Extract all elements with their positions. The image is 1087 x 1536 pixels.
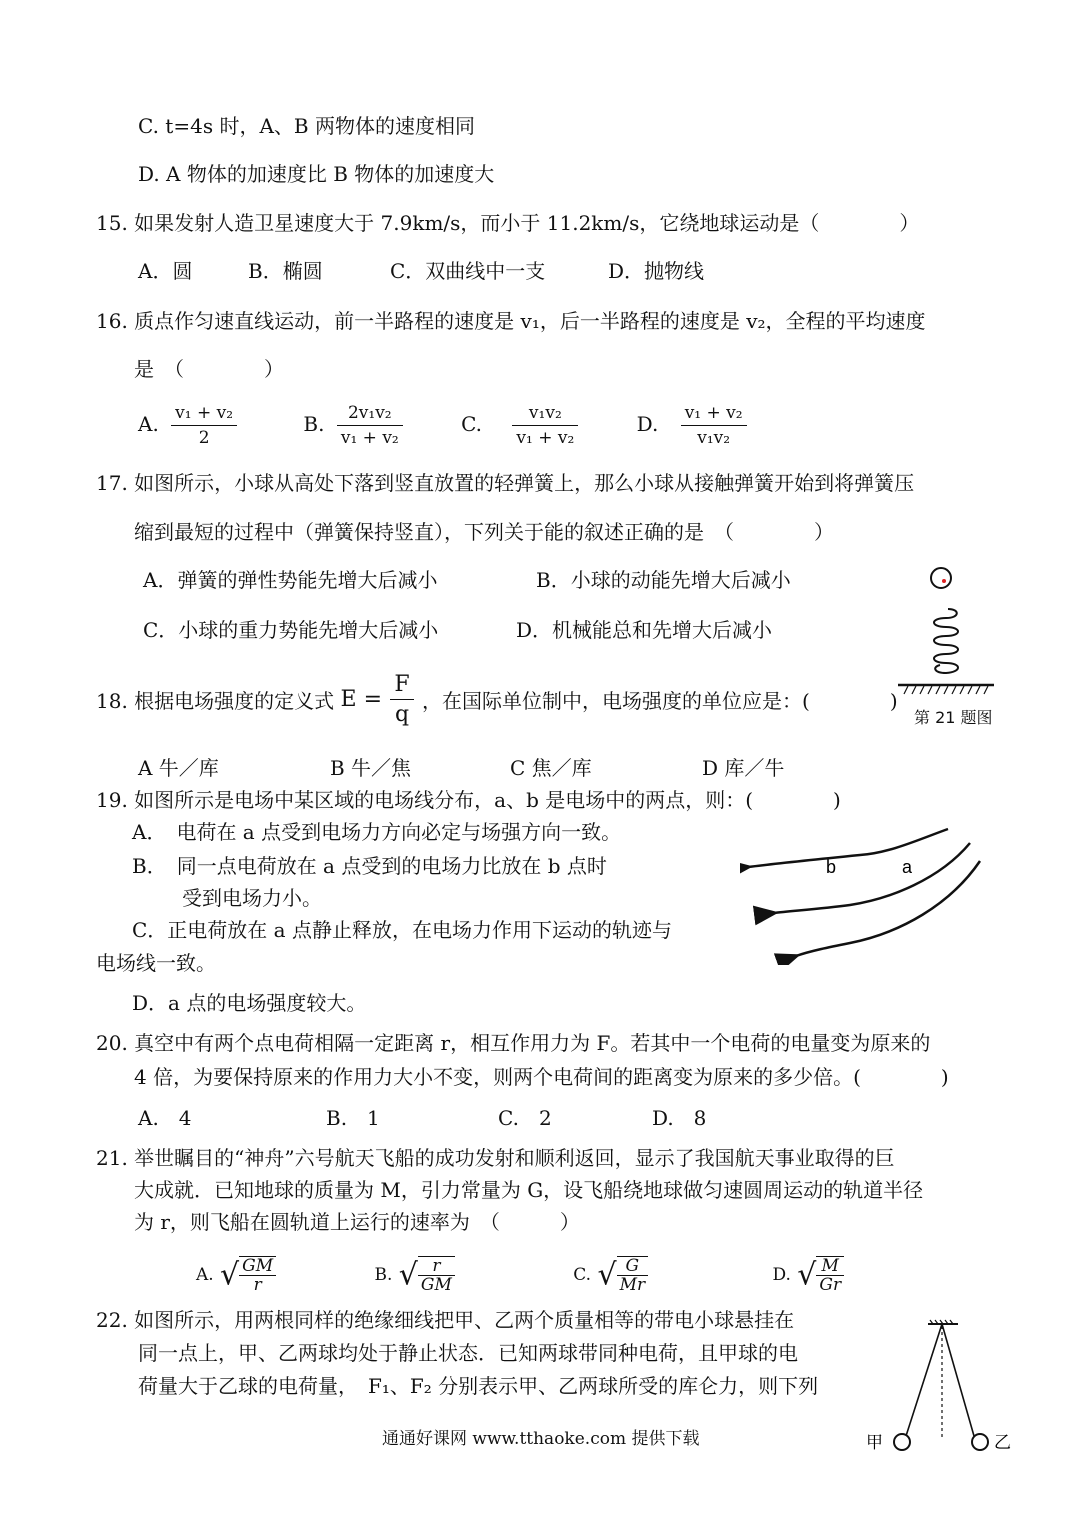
q20-stem-line2: 4 倍，为要保持原来的作用力大小不变，则两个电荷间的距离变为原来的多少倍。( ) <box>134 1065 949 1089</box>
q18-formula-fraction <box>390 672 413 727</box>
q20-option-b: B. 1 <box>326 1106 380 1130</box>
q22-stem-line1: 22. 如图所示，用两根同样的绝缘细线把甲、乙两个质量相等的带电小球悬挂在 <box>96 1308 795 1332</box>
q19-option-c-line2: 电场线一致。 <box>96 951 216 975</box>
sqrt-icon: √ <box>797 1257 817 1293</box>
fraction-denominator: Mr <box>619 1275 646 1295</box>
q16-option-a-fraction <box>171 403 237 448</box>
q21-option-a-label: A. <box>196 1265 214 1285</box>
q20-option-c: C. 2 <box>498 1106 552 1130</box>
q19-stem: 19. 如图所示是电场中某区域的电场线分布，a、b 是电场中的两点，则：( ) <box>96 788 841 812</box>
q21-stem-line2: 大成就．已知地球的质量为 M，引力常量为 G，设飞船绕地球做匀速圆周运动的轨道半径 <box>134 1178 924 1202</box>
fraction-numerator: F <box>390 672 413 700</box>
fraction-denominator: v₁ + v₂ <box>340 428 399 448</box>
q21-option-d-sqrt <box>797 1256 844 1294</box>
point-b-label: b <box>826 857 837 877</box>
q16-stem-line2: 是 （ ） <box>134 357 284 381</box>
q16-option-a-label: A. <box>138 412 159 436</box>
q19-option-c-line1: C．正电荷放在 a 点静止释放，在电场力作用下运动的轨迹与 <box>132 918 672 942</box>
ball-yi-label: 乙 <box>994 1433 1011 1453</box>
q14-option-c: C. t=4s 时，A、B 两物体的速度相同 <box>138 114 475 138</box>
q17-stem-line1: 17. 如图所示，小球从高处下落到竖直放置的轻弹簧上，那么小球从接触弹簧开始到将弹簧压 <box>96 471 915 495</box>
q18-formula-lhs: E = <box>340 687 383 712</box>
q16-option-b-fraction <box>337 403 403 448</box>
q17-option-b: B．小球的动能先增大后减小 <box>536 568 791 592</box>
q21-option-a-sqrt <box>220 1256 276 1294</box>
q14-option-d: D. A 物体的加速度比 B 物体的加速度大 <box>138 162 495 186</box>
fraction-numerator: 2v₁v₂ <box>337 403 403 426</box>
q21-option-c-sqrt <box>597 1256 648 1294</box>
q20-option-a: A. 4 <box>138 1106 192 1130</box>
q15-option-a: A．圆 <box>138 259 193 283</box>
q20-stem-line1: 20. 真空中有两个点电荷相隔一定距离 r，相互作用力为 F。若其中一个电荷的电量变为原来的 <box>96 1031 931 1055</box>
q15-stem: 15. 如果发射人造卫星速度大于 7.9km/s，而小于 11.2km/s，它绕地球运动是（ ） <box>96 211 920 235</box>
q15-option-c: C．双曲线中一支 <box>390 259 546 283</box>
q21-stem-line1: 21. 举世瞩目的“神舟”六号航天飞船的成功发射和顺利返回，显示了我国航天事业取得的巨 <box>96 1146 895 1170</box>
fraction-denominator: GM <box>420 1275 452 1295</box>
sqrt-icon: √ <box>398 1257 418 1293</box>
q22-stem-line2: 同一点上，甲、乙两球均处于静止状态．已知两球带同种电荷，且甲球的电 <box>138 1341 798 1365</box>
fraction-denominator: v₁v₂ <box>697 428 731 448</box>
q21-options <box>196 1256 844 1294</box>
q16-option-b-label: B. <box>303 412 325 436</box>
q17-option-a: A．弹簧的弹性势能先增大后减小 <box>143 568 438 592</box>
q16-option-c-label: C. <box>461 412 483 436</box>
fraction-numerator: v₁ + v₂ <box>681 403 747 426</box>
q17-stem-line2: 缩到最短的过程中（弹簧保持竖直），下列关于能的叙述正确的是 （ ） <box>134 520 834 544</box>
q16-option-c-fraction <box>512 403 578 448</box>
q18-stem-prefix: 18. 根据电场强度的定义式 <box>96 689 335 713</box>
fraction-denominator: q <box>394 702 410 727</box>
ball-jia-label: 甲 <box>866 1433 883 1453</box>
q17-option-c: C．小球的重力势能先增大后减小 <box>143 618 439 642</box>
fraction-denominator: 2 <box>198 428 210 448</box>
q19-option-d: D．a 点的电场强度较大。 <box>132 991 367 1015</box>
q21-option-b-label: B. <box>374 1265 393 1285</box>
fraction-denominator: r <box>253 1275 262 1295</box>
fraction-numerator: v₁v₂ <box>512 403 578 426</box>
q16-option-d-label: D. <box>636 412 659 436</box>
fraction-numerator: GM <box>239 1257 276 1276</box>
point-a-label: a <box>902 857 913 877</box>
q18-option-b: B 牛／焦 <box>330 756 412 780</box>
q16-stem-line1: 16. 质点作匀速直线运动，前一半路程的速度是 v₁，后一半路程的速度是 v₂，全程的平均速度 <box>96 309 926 333</box>
q15-option-b: B．椭圆 <box>248 259 323 283</box>
q19-option-b-line2: 受到电场力小。 <box>182 886 322 910</box>
q20-option-d: D. 8 <box>652 1106 707 1130</box>
fraction-denominator: v₁ + v₂ <box>516 428 575 448</box>
q21-option-b-sqrt <box>399 1256 455 1294</box>
q16-option-d-fraction <box>681 403 747 448</box>
figure-caption: 第 21 题图 <box>914 708 993 727</box>
q18-stem-suffix: ，在国际单位制中，电场强度的单位应是：( ) <box>422 689 898 713</box>
q21-stem-line3: 为 r，则飞船在圆轨道上运行的速率为 （ ） <box>134 1210 580 1234</box>
fraction-numerator: M <box>816 1257 844 1276</box>
fraction-denominator: Gr <box>819 1275 842 1295</box>
sqrt-icon: √ <box>220 1257 240 1293</box>
fraction-numerator: r <box>418 1257 455 1276</box>
hanging-balls-figure <box>862 1318 1022 1454</box>
q18-stem <box>96 672 898 727</box>
q16-options <box>138 403 753 448</box>
q22-stem-line3: 荷量大于乙球的电荷量， F₁、F₂ 分别表示甲、乙两球所受的库仑力，则下列 <box>138 1374 819 1398</box>
electric-field-lines-figure <box>740 825 990 965</box>
spring-ball-figure <box>896 563 996 683</box>
footer-credit: 通通好课网 www.tthaoke.com 提供下载 <box>382 1429 700 1449</box>
q19-option-a: A． 电荷在 a 点受到电场力方向必定与场强方向一致。 <box>132 820 622 844</box>
q21-option-d-label: D. <box>772 1265 791 1285</box>
fraction-numerator: v₁ + v₂ <box>171 403 237 426</box>
sqrt-icon: √ <box>597 1257 617 1293</box>
q18-option-d: D 库／牛 <box>702 756 785 780</box>
q15-option-d: D．抛物线 <box>608 259 705 283</box>
q17-option-d: D．机械能总和先增大后减小 <box>516 618 773 642</box>
q18-option-a: A 牛／库 <box>138 756 219 780</box>
fraction-numerator: G <box>617 1257 649 1276</box>
q19-option-b-line1: B． 同一点电荷放在 a 点受到的电场力比放在 b 点时 <box>132 854 607 878</box>
q21-option-c-label: C. <box>573 1265 592 1285</box>
spring-figure-ground <box>896 682 996 698</box>
q18-option-c: C 焦／库 <box>510 756 592 780</box>
